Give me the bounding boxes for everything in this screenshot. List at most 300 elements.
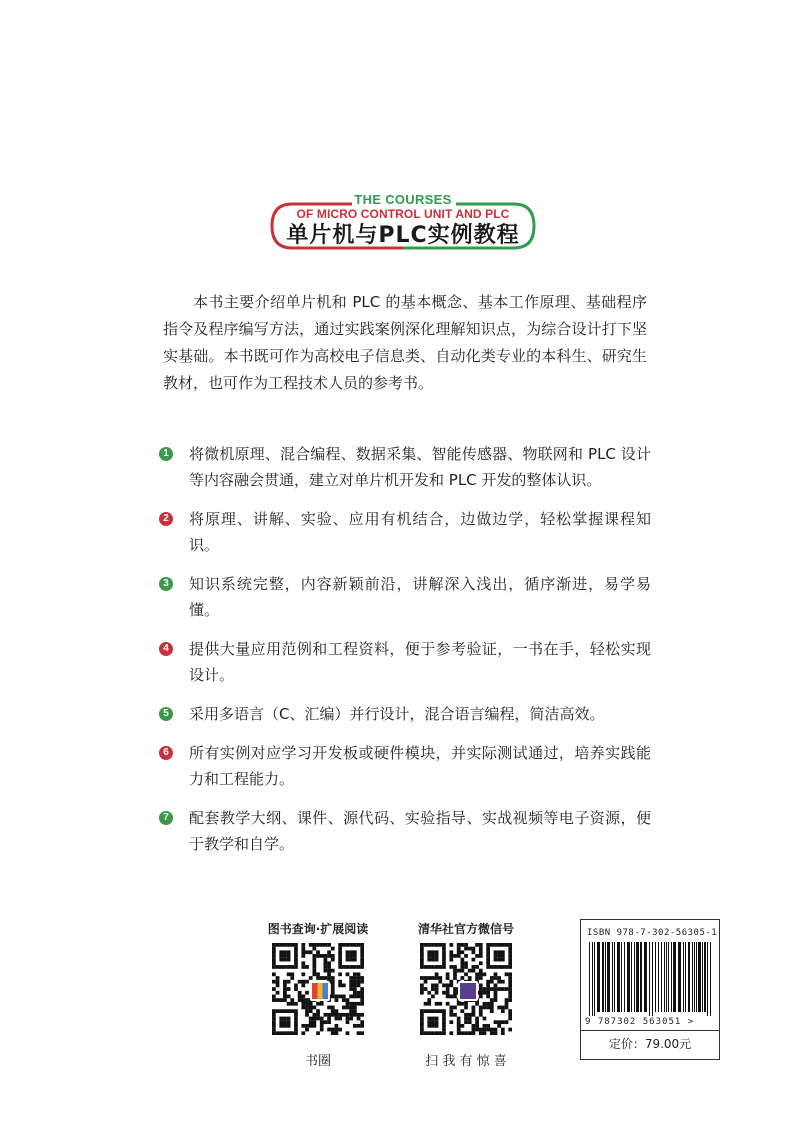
qr-module: [272, 943, 276, 947]
qr-module: [494, 958, 498, 962]
qr-module: [479, 1009, 483, 1013]
qr-module: [453, 987, 457, 991]
qr-module: [272, 987, 276, 991]
qr-module: [431, 1031, 435, 1035]
qr-module: [294, 1031, 298, 1035]
qr-module: [427, 958, 431, 962]
qr-module: [353, 987, 357, 991]
qr-module: [327, 969, 331, 973]
barcode-bar: [685, 942, 686, 1012]
qr-module: [468, 1020, 472, 1024]
qr-module: [446, 991, 450, 995]
qr-module: [460, 1031, 464, 1035]
qr-module: [294, 947, 298, 951]
qr-module: [327, 1013, 331, 1017]
qr-module: [438, 1031, 442, 1035]
qr-module: [501, 965, 505, 969]
qr-module: [338, 1013, 342, 1017]
qr-module: [327, 965, 331, 969]
qr-module: [457, 943, 461, 947]
qr-module: [479, 983, 483, 987]
qr-module: [460, 943, 464, 947]
barcode-bar: [621, 942, 622, 1012]
qr-module: [338, 995, 342, 999]
barcode-bar: [698, 942, 701, 1012]
qr-module: [494, 983, 498, 987]
qr-module: [449, 958, 453, 962]
barcode-bar: [678, 942, 681, 1012]
qr-module: [486, 987, 490, 991]
qr-module: [290, 943, 294, 947]
qr-module: [320, 943, 324, 947]
number-badge-4: 4: [159, 642, 173, 656]
qr-module: [290, 1009, 294, 1013]
qr-module: [420, 954, 424, 958]
qr-module: [420, 961, 424, 965]
qr-module: [479, 1013, 483, 1017]
qr-module: [460, 1002, 464, 1006]
qr-module: [446, 1002, 450, 1006]
qr-module: [497, 950, 501, 954]
qr-module: [420, 991, 424, 995]
qr-module: [272, 1017, 276, 1021]
qr-module: [479, 954, 483, 958]
qr-module: [272, 998, 276, 1002]
qr-module: [453, 976, 457, 980]
qr-module: [435, 1002, 439, 1006]
qr-module: [349, 1013, 353, 1017]
qr-module: [349, 958, 353, 962]
qr-module: [346, 958, 350, 962]
qr-module: [475, 1024, 479, 1028]
qr-module: [442, 1017, 446, 1021]
qr-module: [431, 983, 435, 987]
qr-module: [272, 1020, 276, 1024]
qr-module: [283, 943, 287, 947]
qr-module: [353, 1024, 357, 1028]
qr-module: [327, 972, 331, 976]
qr-module: [449, 1006, 453, 1010]
qr-module: [420, 1009, 424, 1013]
qr-module: [346, 1031, 350, 1035]
qr-module: [309, 1006, 313, 1010]
qr-module: [294, 1028, 298, 1032]
qr-module: [357, 976, 361, 980]
qr-module: [508, 958, 512, 962]
qr-module: [508, 1017, 512, 1021]
qr-module: [272, 980, 276, 984]
qr-module: [287, 958, 291, 962]
qr-module: [305, 950, 309, 954]
qr-module: [309, 943, 313, 947]
ean-digits: 9 787302 563051 >: [585, 1017, 695, 1027]
qr-module: [501, 1031, 505, 1035]
qr-module: [360, 1031, 364, 1035]
qr-module: [442, 1031, 446, 1035]
qr-module: [449, 983, 453, 987]
qr-module: [320, 1017, 324, 1021]
qr-module: [349, 980, 353, 984]
qr-module: [442, 991, 446, 995]
qr-module: [283, 1009, 287, 1013]
qr-module: [453, 995, 457, 999]
qr-module: [287, 1002, 291, 1006]
qr-module: [505, 1020, 509, 1024]
barcode-bar: [702, 942, 703, 1012]
qr-module: [508, 943, 512, 947]
qr-module: [479, 961, 483, 965]
qr-module: [357, 943, 361, 947]
qr-module: [276, 998, 280, 1002]
qr-module: [505, 965, 509, 969]
qr-module: [360, 961, 364, 965]
qr-module: [427, 954, 431, 958]
qr-module: [438, 976, 442, 980]
qr-module: [460, 950, 464, 954]
qr-module: [335, 998, 339, 1002]
qr-module: [490, 987, 494, 991]
qr-module: [438, 965, 442, 969]
qr-module: [472, 1013, 476, 1017]
qr-module: [420, 965, 424, 969]
qr-module: [335, 1013, 339, 1017]
qr-module: [431, 1020, 435, 1024]
qr-module: [435, 1031, 439, 1035]
shuquan-logo-icon: [310, 981, 330, 1001]
qr-module: [346, 943, 350, 947]
qr-module: [290, 976, 294, 980]
qr-module: [272, 995, 276, 999]
qr-module: [272, 954, 276, 958]
qr-module: [324, 969, 328, 973]
qr-module: [464, 1031, 468, 1035]
qr-module: [464, 1002, 468, 1006]
qr-module: [486, 954, 490, 958]
qr-module: [294, 1002, 298, 1006]
qr-module: [294, 943, 298, 947]
qr-module: [312, 1013, 316, 1017]
qr-module: [449, 1020, 453, 1024]
qr-module: [449, 950, 453, 954]
qr-module: [424, 1002, 428, 1006]
qr-module: [305, 1024, 309, 1028]
qr-module: [453, 969, 457, 973]
qr-module: [324, 958, 328, 962]
qr-module: [272, 961, 276, 965]
qr-module: [464, 965, 468, 969]
qr-module: [497, 965, 501, 969]
qr-module: [331, 947, 335, 951]
qr-module: [483, 1024, 487, 1028]
qr-module: [301, 1024, 305, 1028]
qr-module: [464, 943, 468, 947]
qr-module: [464, 954, 468, 958]
qr-module: [490, 1031, 494, 1035]
qr-module: [342, 1006, 346, 1010]
qr-module: [449, 965, 453, 969]
qr-module: [460, 969, 464, 973]
qr-module: [427, 998, 431, 1002]
qr-module: [324, 976, 328, 980]
qr-module: [283, 965, 287, 969]
qr-module: [472, 1006, 476, 1010]
qr-module: [446, 972, 450, 976]
qr-module: [276, 980, 280, 984]
qr-module: [420, 958, 424, 962]
qr-module: [283, 991, 287, 995]
qr-module: [501, 1020, 505, 1024]
qr-module: [486, 958, 490, 962]
qr-module: [346, 1006, 350, 1010]
qr-module: [276, 976, 280, 980]
qr-module: [468, 1013, 472, 1017]
qr-module: [360, 1024, 364, 1028]
qr-module: [327, 1017, 331, 1021]
qr-module: [301, 995, 305, 999]
qr-module: [494, 998, 498, 1002]
qr-module: [320, 976, 324, 980]
barcode-bar: [664, 942, 665, 1012]
qr-module: [316, 1013, 320, 1017]
price-label: 定价：79.00元: [608, 1037, 692, 1051]
qr-module: [505, 943, 509, 947]
qr-module: [479, 947, 483, 951]
qr-module: [442, 1024, 446, 1028]
qr-module: [298, 980, 302, 984]
qr-module: [272, 947, 276, 951]
qr-module: [486, 995, 490, 999]
qr-module: [494, 954, 498, 958]
qr-module: [346, 1013, 350, 1017]
qr-module: [320, 1024, 324, 1028]
qr-module: [431, 1017, 435, 1021]
qr-module: [312, 1017, 316, 1021]
qr-module: [479, 1028, 483, 1032]
qr-module: [338, 943, 342, 947]
qr-module: [490, 998, 494, 1002]
qr-module: [279, 965, 283, 969]
qr-module: [301, 980, 305, 984]
qr-module: [338, 954, 342, 958]
qr-module: [338, 980, 342, 984]
barcode-bar: [661, 942, 662, 1012]
qr-module: [360, 954, 364, 958]
feature-text: 采用多语言（C、汇编）并行设计，混合语言编程，简洁高效。: [189, 705, 605, 723]
feature-text: 知识系统完整，内容新颖前沿，讲解深入浅出，循序渐进，易学易懂。: [189, 575, 651, 619]
qr-module: [435, 972, 439, 976]
qr-module: [301, 954, 305, 958]
barcode-bar: [649, 942, 650, 1016]
qr-module: [427, 976, 431, 980]
feature-item: [159, 701, 651, 727]
qr-module: [287, 995, 291, 999]
qr-module: [331, 954, 335, 958]
qr-module: [483, 1002, 487, 1006]
qr-module: [309, 1009, 313, 1013]
qr-module: [427, 950, 431, 954]
qr-module: [290, 1002, 294, 1006]
qr-module: [305, 965, 309, 969]
qr-module: [338, 1017, 342, 1021]
qr-module: [279, 950, 283, 954]
feature-item: [159, 571, 651, 623]
qr-module: [479, 943, 483, 947]
barcode-bar: [617, 942, 620, 1012]
qr-module: [353, 1009, 357, 1013]
qr-module: [349, 1017, 353, 1021]
qr-module: [324, 1020, 328, 1024]
qr-module: [460, 958, 464, 962]
qr-module: [301, 947, 305, 951]
qr-module: [497, 980, 501, 984]
qr-module: [312, 969, 316, 973]
qr-module: [501, 987, 505, 991]
qr-module: [483, 1006, 487, 1010]
qr-module: [508, 950, 512, 954]
qr-module: [435, 1009, 439, 1013]
qr-module: [283, 1020, 287, 1024]
qr-module: [357, 972, 361, 976]
qr-module: [346, 972, 350, 976]
qr-module: [346, 950, 350, 954]
qr-module: [309, 976, 313, 980]
qr-module: [287, 1009, 291, 1013]
qr-module: [435, 983, 439, 987]
qr-module: [312, 954, 316, 958]
qr-module: [472, 969, 476, 973]
qr-module: [309, 950, 313, 954]
qr-module: [442, 983, 446, 987]
qr-module: [457, 1028, 461, 1032]
qr-module: [475, 1028, 479, 1032]
qr-module: [301, 965, 305, 969]
qr-module: [490, 980, 494, 984]
qr-module: [464, 972, 468, 976]
qr-module: [327, 1020, 331, 1024]
qr-module: [435, 943, 439, 947]
qr-module: [294, 1024, 298, 1028]
qr-module: [331, 958, 335, 962]
qr-module: [324, 961, 328, 965]
qr-module: [331, 987, 335, 991]
barcode-bar: [673, 942, 676, 1012]
qr-module: [475, 1017, 479, 1021]
qr-module: [431, 976, 435, 980]
feature-text: 将原理、讲解、实验、应用有机结合，边做边学，轻松掌握课程知识。: [189, 510, 651, 554]
qr-module: [342, 943, 346, 947]
qr-module: [305, 1009, 309, 1013]
qr-module: [472, 1031, 476, 1035]
qr-module: [287, 943, 291, 947]
qr-module: [486, 950, 490, 954]
barcode-bar: [704, 942, 706, 1012]
qr-module: [279, 943, 283, 947]
qr-module: [312, 958, 316, 962]
qr-module: [483, 991, 487, 995]
qr-module: [349, 987, 353, 991]
barcode-graphic: [587, 942, 715, 1016]
qr-module: [486, 991, 490, 995]
qr-module: [353, 1006, 357, 1010]
qr-module: [483, 1017, 487, 1021]
qr-module: [283, 998, 287, 1002]
qr-module: [272, 1031, 276, 1035]
qr-module: [420, 950, 424, 954]
qr-module: [494, 1028, 498, 1032]
qr-module: [431, 1009, 435, 1013]
qr-module: [442, 943, 446, 947]
qr-module: [353, 972, 357, 976]
qr-module: [272, 972, 276, 976]
qr-module: [301, 1002, 305, 1006]
qr-module: [508, 991, 512, 995]
qr-module: [438, 1009, 442, 1013]
barcode-bar: [627, 942, 630, 1012]
qr-module: [431, 950, 435, 954]
qr-module: [349, 943, 353, 947]
qr-module: [446, 995, 450, 999]
feature-item: [159, 740, 651, 792]
number-badge-7: 7: [159, 811, 173, 825]
qr-module: [494, 995, 498, 999]
qr-module: [468, 969, 472, 973]
qr-module: [453, 1006, 457, 1010]
qr-module: [435, 958, 439, 962]
qr-module: [486, 980, 490, 984]
qr-module: [442, 947, 446, 951]
feature-item: [159, 506, 651, 558]
qr-module: [431, 995, 435, 999]
qr-module: [360, 1013, 364, 1017]
qr-module: [479, 1006, 483, 1010]
qr-module: [490, 1006, 494, 1010]
number-badge-1: 1: [159, 447, 173, 461]
qr-module: [424, 987, 428, 991]
qr-module: [272, 1013, 276, 1017]
qr-module: [294, 983, 298, 987]
qr-module: [316, 972, 320, 976]
qr-module: [279, 954, 283, 958]
qr-module: [453, 965, 457, 969]
barcode-bar: [597, 942, 600, 1012]
qr-module: [457, 1020, 461, 1024]
qr-module: [335, 1031, 339, 1035]
feature-text: 所有实例对应学习开发板或硬件模块，并实际测试通过，培养实践能力和工程能力。: [189, 744, 651, 788]
qr-module: [424, 1031, 428, 1035]
qr-module: [346, 965, 350, 969]
qr-module: [294, 961, 298, 965]
qr-module: [283, 983, 287, 987]
qr-right-caption-bottom: 扫 我 有 惊 喜: [425, 1054, 507, 1069]
qr-module: [486, 1028, 490, 1032]
qr-module: [283, 950, 287, 954]
qr-module: [431, 943, 435, 947]
qr-module: [301, 1031, 305, 1035]
qr-module: [357, 1017, 361, 1021]
qr-module: [342, 1013, 346, 1017]
qr-left-caption-bottom: 书圈: [304, 1054, 331, 1069]
qr-module: [301, 998, 305, 1002]
qr-module: [486, 1024, 490, 1028]
qr-module: [460, 976, 464, 980]
qr-module: [472, 1028, 476, 1032]
barcode-bar: [640, 942, 642, 1012]
qr-module: [494, 1031, 498, 1035]
qr-module: [312, 1020, 316, 1024]
qr-module: [464, 947, 468, 951]
qr-module: [508, 961, 512, 965]
qr-module: [305, 1013, 309, 1017]
